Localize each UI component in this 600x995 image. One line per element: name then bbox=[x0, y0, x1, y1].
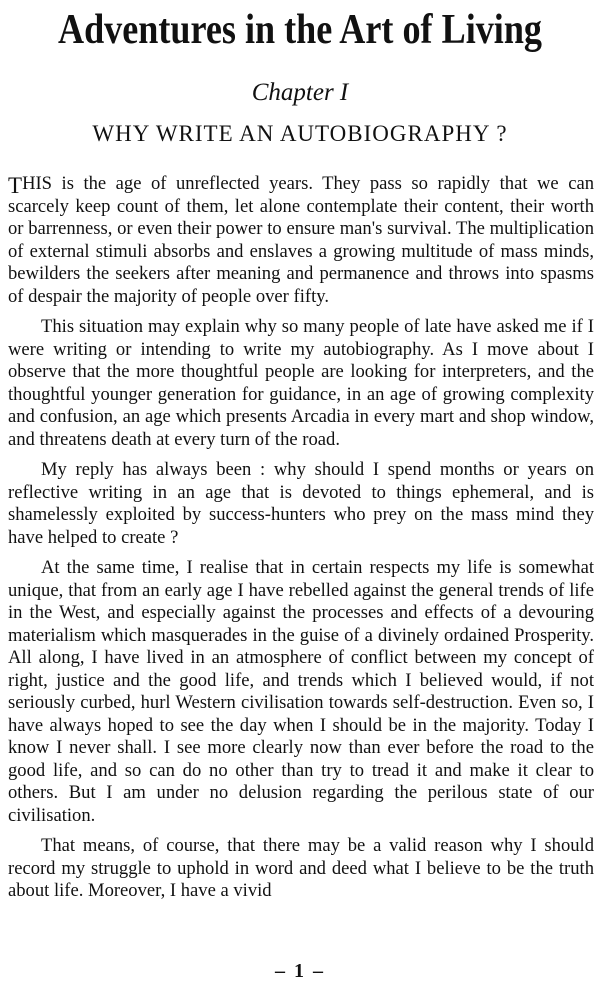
paragraph-3: My reply has always been : why should I spend months or years on reflective writing in an age that is devoted to things ephemeral, and is shamelessly exploited by success-hunters who prey on the mass mind they have helped to create ? bbox=[8, 459, 594, 548]
paragraph-1 bbox=[8, 170, 594, 308]
drop-cap: T bbox=[8, 173, 23, 198]
chapter-label: Chapter I bbox=[251, 79, 349, 106]
paragraph-2: This situation may explain why so many people of late have asked me if I were writing or intending to write my autobiography. As I move about I observe that the more thoughtful people are looking for interpreters, and the thoughtful younger generation for guidance, in an age of growing complexity and confusion, an age which presents Arcadia in every mart and shop window, and threatens death at every turn of the road. bbox=[8, 316, 594, 450]
chapter-title: WHY WRITE AN AUTOBIOGRAPHY ? bbox=[92, 121, 508, 146]
page-number: – 1 – bbox=[275, 960, 325, 982]
body-text bbox=[8, 170, 594, 911]
paragraph-1-text: HIS is the age of unreflected years. They pass so rapidly that we can scarcely keep count of them, let alone contemplate their content, their worth or barrenness, or even their power to ensure man's survival. The multiplication of external stimuli absorbs and enslaves a growing multitude of mass minds, bewilders the seekers after meaning and permanence and throws into spasms of despair the majority of people over fifty. bbox=[8, 173, 594, 307]
book-title: Adventures in the Art of Living bbox=[58, 7, 542, 53]
paragraph-4: At the same time, I realise that in certain respects my life is somewhat unique, that from an early age I have rebelled against the general trends of life in the West, and especially against the processes and effects of a devouring materialism which masquerades in the guise of a divinely ordained Prosperity. All along, I have lived in an atmosphere of conflict between my concept of right, justice and the good life, and trends which I believed would, if not seriously curbed, hurl Western civilisation towards self-destruction. Even so, I have always hoped to see the day when I should be in the majority. Today I know I never shall. I see more clearly now than ever before the road to the good life, and so can do no other than try to tread it and make it clear to others. But I am under no delusion regarding the perilous state of our civilisation. bbox=[8, 557, 594, 826]
paragraph-5: That means, of course, that there may be a valid reason why I should record my struggle to uphold in word and deed what I believe to be the truth about life. Moreover, I have a vivid bbox=[8, 835, 594, 901]
